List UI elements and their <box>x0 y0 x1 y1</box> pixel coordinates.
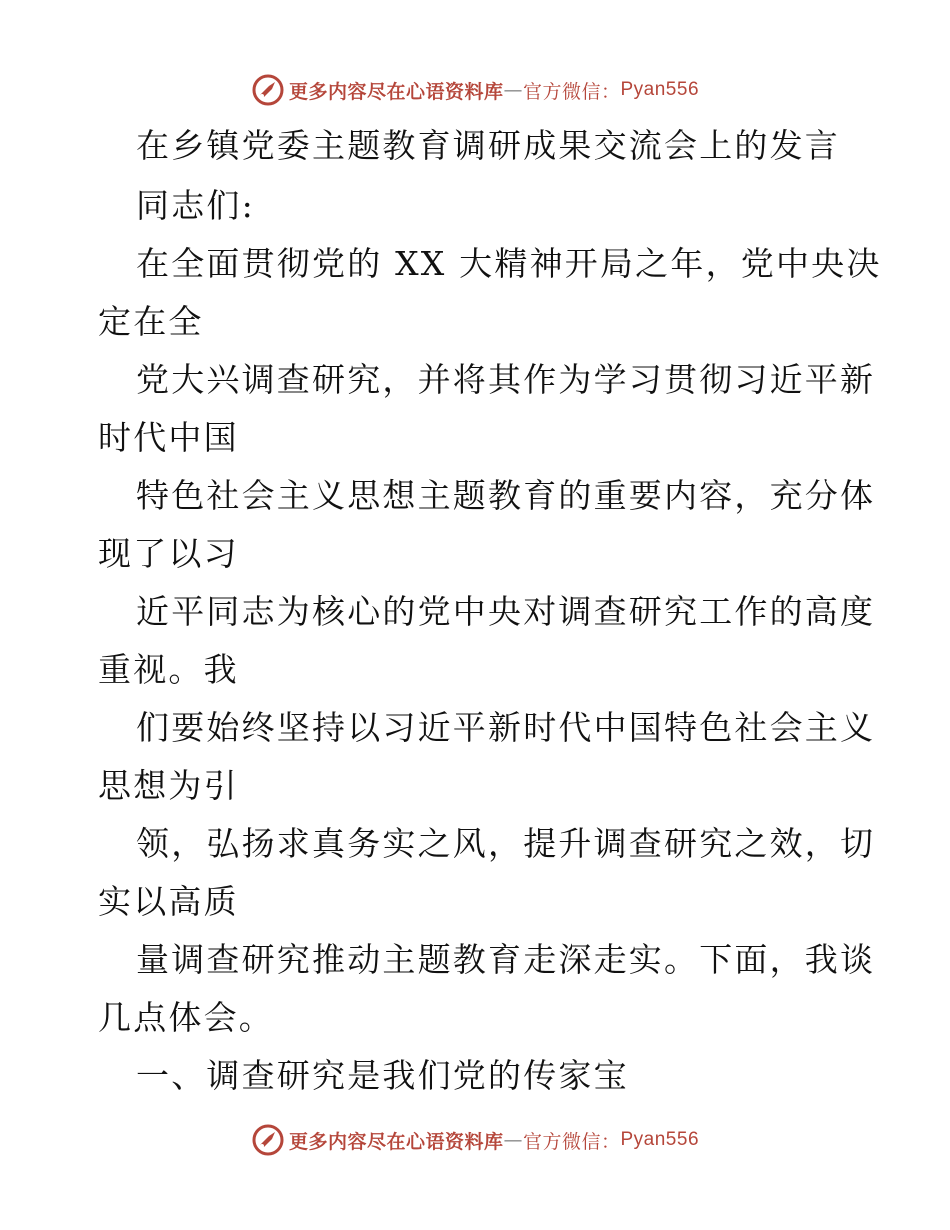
banner-dash: — <box>503 79 523 101</box>
paragraph-line: 思想为引 <box>98 766 239 805</box>
paragraph-line: 几点体会。 <box>98 998 274 1037</box>
paragraph-line: 量调查研究推动主题教育走深走实。下面，我谈 <box>136 940 876 979</box>
paragraph-line: 近平同志为核心的党中央对调查研究工作的高度 <box>136 592 876 631</box>
banner-lead-text: 更多内容尽在心语资料库 <box>288 80 504 103</box>
footer-banner <box>0 1120 950 1160</box>
paragraph-line: 在全面贯彻党的 XX 大精神开局之年，党中央决 <box>136 244 882 283</box>
banner-dash: — <box>503 1129 523 1151</box>
brand-logo-icon <box>251 1123 285 1157</box>
banner-lead-text: 更多内容尽在心语资料库 <box>288 1130 504 1153</box>
banner-wechat-account: Pyan556 <box>620 79 700 100</box>
paragraph-line: 重视。我 <box>98 650 239 689</box>
banner-wechat-label: 官方微信： <box>522 1130 621 1153</box>
paragraph-line: 实以高质 <box>98 882 239 921</box>
banner-wechat-label: 官方微信： <box>522 80 621 103</box>
document-title: 在乡镇党委主题教育调研成果交流会上的发言 <box>136 126 840 165</box>
paragraph-line: 们要始终坚持以习近平新时代中国特色社会主义 <box>136 708 876 747</box>
paragraph-line: 定在全 <box>98 302 204 341</box>
banner-wechat-account: Pyan556 <box>620 1129 700 1150</box>
paragraph-line: 时代中国 <box>98 418 239 457</box>
paragraph-line: 特色社会主义思想主题教育的重要内容，充分体 <box>136 476 876 515</box>
paragraph-line: 党大兴调查研究，并将其作为学习贯彻习近平新 <box>136 360 876 399</box>
section-heading: 一、调查研究是我们党的传家宝 <box>136 1056 629 1095</box>
salutation: 同志们: <box>136 186 255 225</box>
paragraph-line: 现了以习 <box>98 534 239 573</box>
paragraph-line: 领，弘扬求真务实之风，提升调查研究之效，切 <box>136 824 876 863</box>
